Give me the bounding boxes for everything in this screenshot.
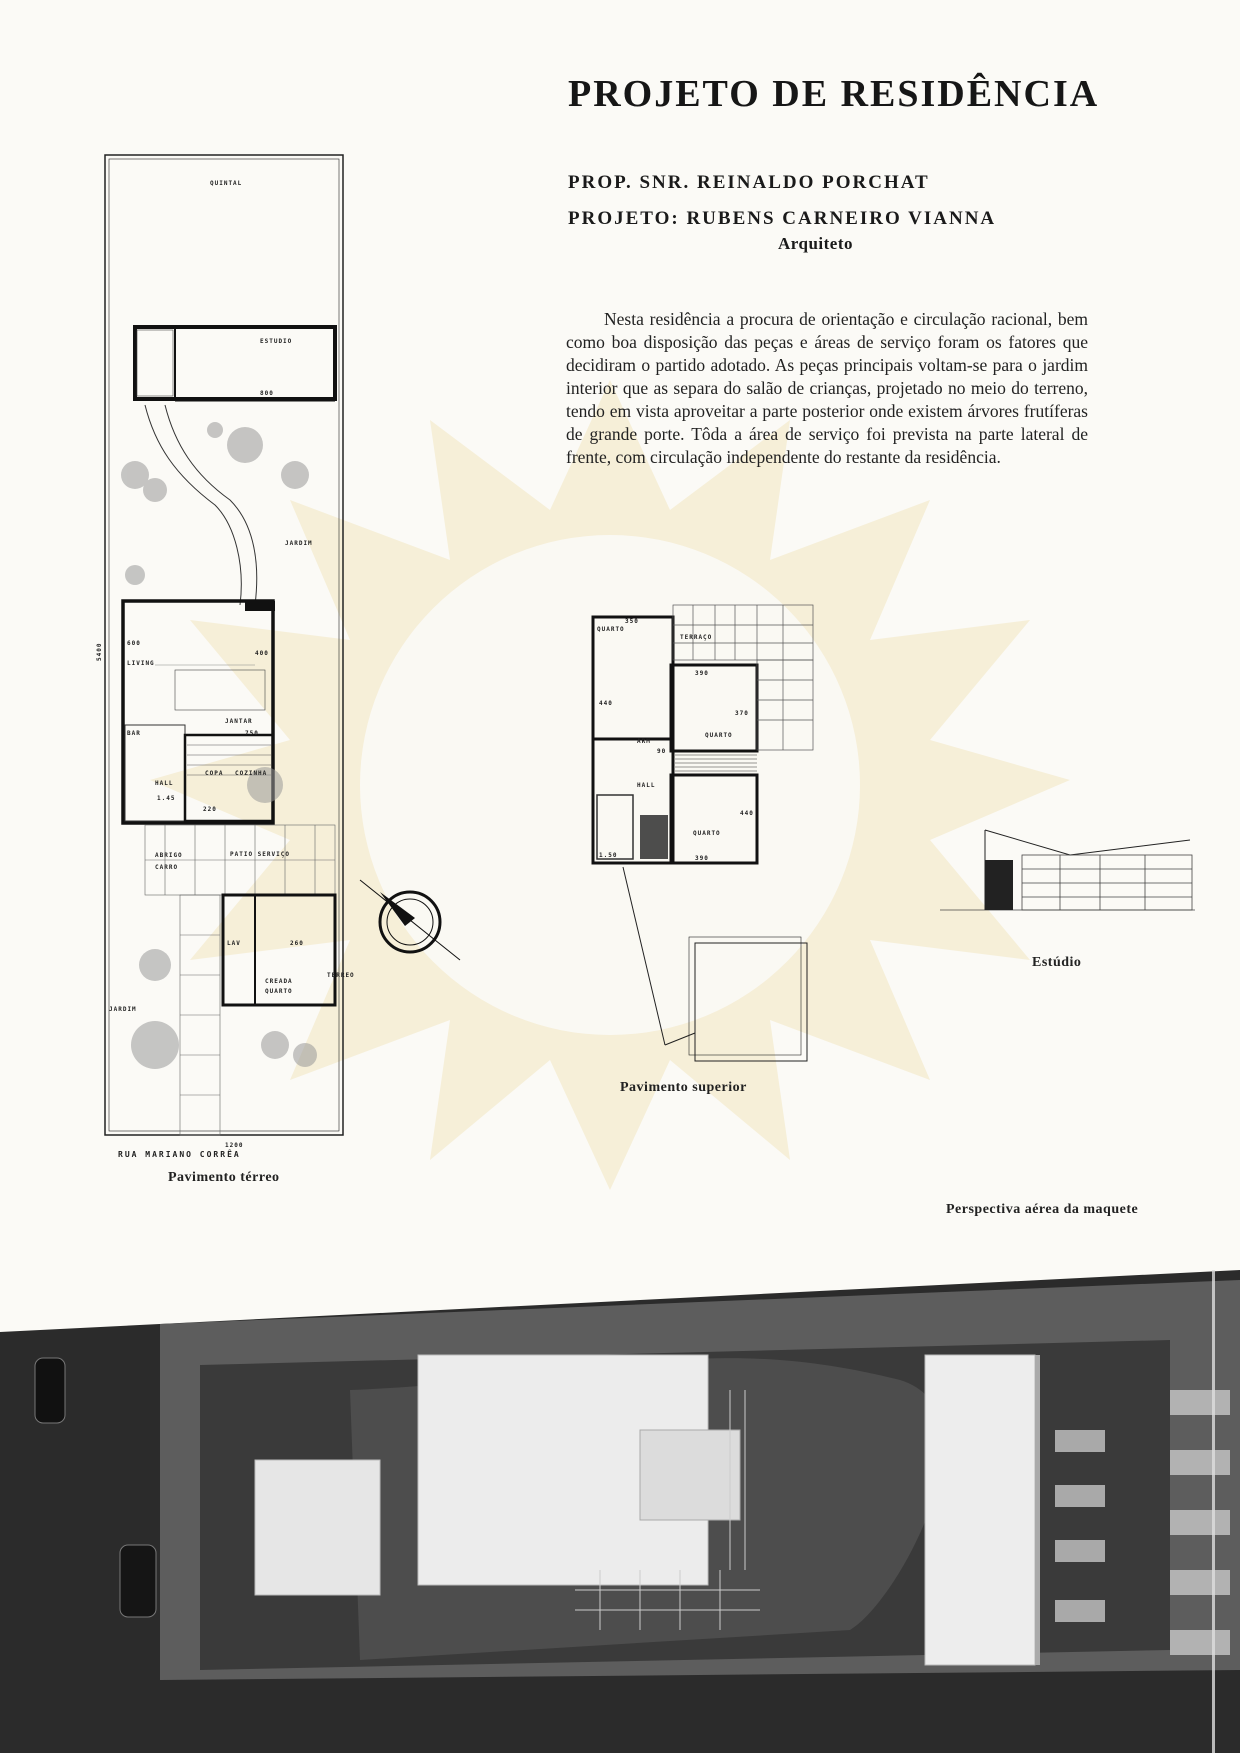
caption-upper-floor: Pavimento superior bbox=[620, 1080, 747, 1095]
label-living: LIVING bbox=[127, 660, 155, 667]
dim-jantar: 400 bbox=[255, 650, 269, 657]
upper-label-arm: ARM bbox=[637, 738, 651, 745]
label-terreo: TERREO bbox=[327, 972, 355, 979]
architect-credit: PROJETO: RUBENS CARNEIRO VIANNA bbox=[568, 208, 997, 229]
label-jardim: JARDIM bbox=[285, 540, 313, 547]
label-quintal: QUINTAL bbox=[210, 180, 243, 187]
upper-label-quarto-2: QUARTO bbox=[705, 732, 733, 739]
dim-quarto: 260 bbox=[290, 940, 304, 947]
upper-dim-350: 350 bbox=[625, 618, 639, 625]
upper-label-hall: HALL bbox=[637, 782, 656, 789]
upper-dim-90: 90 bbox=[657, 748, 667, 755]
label-abrigo: ABRIGO bbox=[155, 852, 183, 859]
upper-label-terraco: TERRAÇO bbox=[680, 634, 713, 641]
label-copa: COPA bbox=[205, 770, 224, 777]
compass-icon bbox=[355, 870, 465, 970]
upper-dim-370: 370 bbox=[735, 710, 749, 717]
upper-dim-150: 1.50 bbox=[599, 852, 618, 859]
dim-width: 1200 bbox=[225, 1142, 244, 1149]
label-cozinha: COZINHA bbox=[235, 770, 268, 777]
caption-studio: Estúdio bbox=[1032, 955, 1082, 970]
label-hall: HALL bbox=[155, 780, 174, 787]
owner-credit: PROP. SNR. REINALDO PORCHAT bbox=[568, 172, 930, 193]
label-creada: CREADA bbox=[265, 978, 293, 985]
dim-length: 5400 bbox=[96, 642, 103, 661]
dim-hall: 1.45 bbox=[157, 795, 176, 802]
ground-floor-plan bbox=[95, 145, 355, 1155]
street-label: RUA MARIANO CORRÊA bbox=[118, 1150, 241, 1159]
dim-living-h: 600 bbox=[127, 640, 141, 647]
upper-label-quarto-3: QUARTO bbox=[693, 830, 721, 837]
upper-dim-390a: 390 bbox=[695, 670, 709, 677]
upper-label-quarto-1: QUARTO bbox=[597, 626, 625, 633]
aerial-model-photo bbox=[0, 1270, 1240, 1753]
upper-dim-440a: 440 bbox=[599, 700, 613, 707]
dim-copa: 220 bbox=[203, 806, 217, 813]
upper-dim-390b: 390 bbox=[695, 855, 709, 862]
label-estudio: ESTUDIO bbox=[260, 338, 293, 345]
dim-living-w: 750 bbox=[245, 730, 259, 737]
studio-elevation bbox=[940, 825, 1200, 925]
label-jantar: JANTAR bbox=[225, 718, 253, 725]
label-patio: PATIO SERVIÇO bbox=[230, 851, 290, 858]
architect-role: Arquiteto bbox=[778, 234, 854, 253]
upper-floor-plan bbox=[585, 595, 825, 1065]
page-title: PROJETO DE RESIDÊNCIA bbox=[568, 73, 1100, 115]
label-carro: CARRO bbox=[155, 864, 179, 871]
dim-estudio: 800 bbox=[260, 390, 274, 397]
upper-dim-440b: 440 bbox=[740, 810, 754, 817]
label-quarto: QUARTO bbox=[265, 988, 293, 995]
caption-aerial: Perspectiva aérea da maquete bbox=[946, 1202, 1139, 1217]
label-jardim-front: JARDIM bbox=[109, 1006, 137, 1013]
label-lav: LAV bbox=[227, 940, 241, 947]
label-bar: BAR bbox=[127, 730, 141, 737]
caption-ground-floor: Pavimento térreo bbox=[168, 1170, 280, 1185]
description-paragraph: Nesta residência a procura de orientação e circulação racional, bem como boa disposição das peças e áreas de serviço foram os fatores que decidiram o partido adotado. As peças principais voltam-se para o jardim interior que as separa do salão de crianças, projetado no meio do terreno, tendo em vista aproveitar a parte posterior onde existem árvores frutíferas de grande porte. Tôda a área de serviço foi prevista na parte lateral de frente, com circulação independente do restante da residência. bbox=[566, 309, 1088, 467]
